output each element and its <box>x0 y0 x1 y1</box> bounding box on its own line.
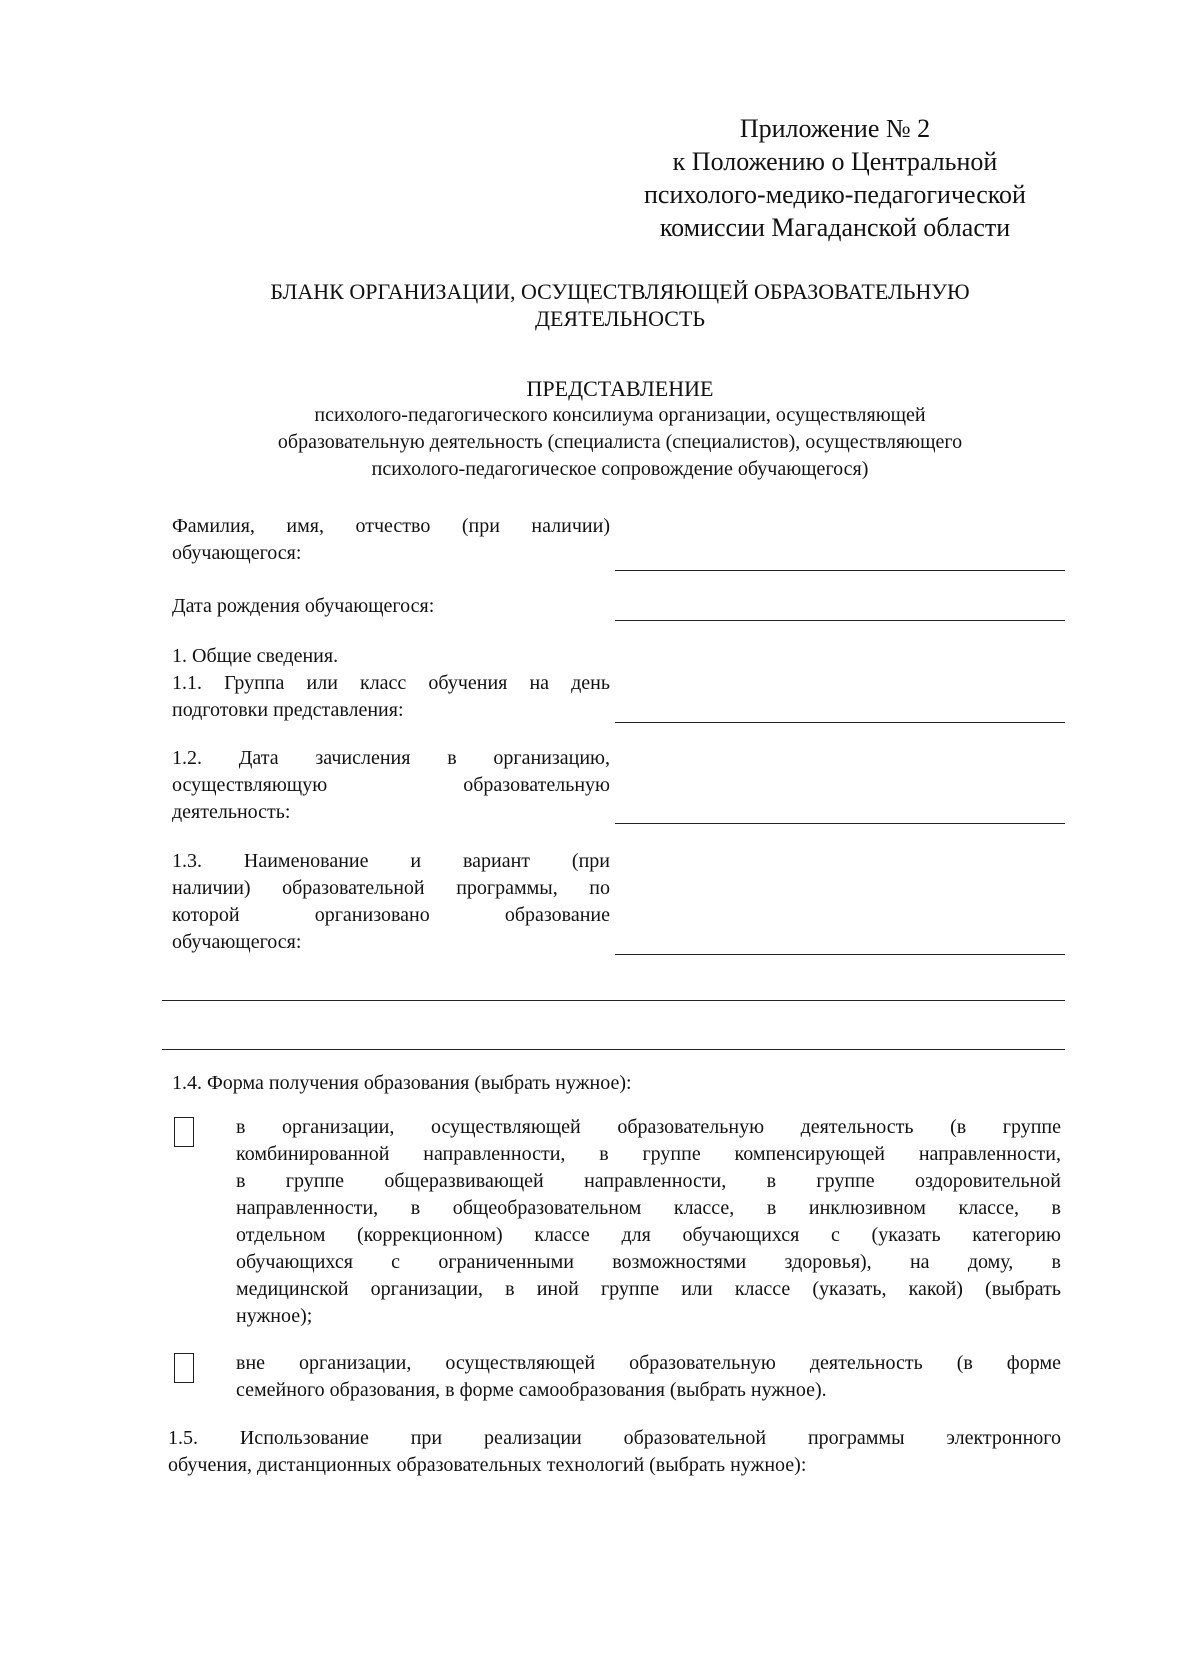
program-extra-fill-line[interactable] <box>162 1000 1065 1001</box>
program-fill-line[interactable] <box>615 954 1065 955</box>
label-line: деятельность: <box>172 801 291 823</box>
outside-organization-option-text <box>236 1350 1061 1404</box>
appendix-ref-line: комиссии Магаданской области <box>659 213 1011 242</box>
enrollment-date-label <box>172 745 610 826</box>
subtitle-line: психолого-педагогическое сопровождение обучающегося) <box>371 458 869 480</box>
label-line: которой организовано образование <box>172 904 610 926</box>
general-info-label <box>172 643 610 724</box>
option-line: направленности, в общеобразовательном классе, в инклюзивном классе, в <box>236 1197 1061 1219</box>
outside-organization-checkbox[interactable] <box>174 1353 194 1383</box>
appendix-ref-line: психолого-медико-педагогической <box>644 180 1026 209</box>
org-letterhead-title <box>160 278 1080 332</box>
enrollment-date-fill-line[interactable] <box>615 823 1065 824</box>
document-title: ПРЕДСТАВЛЕНИЕ <box>526 376 714 401</box>
birth-date-fill-line[interactable] <box>615 620 1065 621</box>
education-form-title: 1.4. Форма получения образования (выбрать нужное): <box>172 1072 632 1094</box>
option-line: вне организации, осуществляющей образовательную деятельность (в форме <box>236 1352 1061 1374</box>
option-line: медицинской организации, в иной группе или классе (указать, какой) (выбрать <box>236 1278 1061 1300</box>
label-line: обучающегося: <box>172 931 302 953</box>
subtitle-line: образовательную деятельность (специалиста (специалистов), осуществляющего <box>277 431 963 453</box>
label-line: обучающегося: <box>172 542 302 564</box>
label-line: 1.2. Дата зачисления в организацию, <box>172 747 610 769</box>
option-line: в организации, осуществляющей образовательную деятельность (в группе <box>236 1116 1061 1138</box>
org-title-line: БЛАНК ОРГАНИЗАЦИИ, ОСУЩЕСТВЛЯЮЩЕЙ ОБРАЗОВАТЕЛЬНУЮ <box>270 279 970 304</box>
section-header: 1. Общие сведения. <box>172 645 339 667</box>
option-line: отдельном (коррекционном) классе для обучающихся с (указать категорию <box>236 1224 1061 1246</box>
program-label <box>172 848 610 956</box>
label-line: Дата рождения обучающегося: <box>172 595 435 617</box>
option-line: в группе общеразвивающей направленности, в группе оздоровительной <box>236 1170 1061 1192</box>
label-line: подготовки представления: <box>172 699 404 721</box>
in-organization-option-text <box>236 1114 1061 1330</box>
org-title-line: ДЕЯТЕЛЬНОСТЬ <box>534 306 706 331</box>
option-line: обучающихся с ограниченными возможностями здоровья), на дому, в <box>236 1251 1061 1273</box>
full-name-fill-line[interactable] <box>615 570 1065 571</box>
distance-learning-paragraph <box>168 1425 1061 1479</box>
label-line: осуществляющую образовательную <box>172 774 610 796</box>
document-subtitle <box>180 402 1060 483</box>
in-organization-checkbox[interactable] <box>174 1117 194 1147</box>
group-class-fill-line[interactable] <box>615 722 1065 723</box>
paragraph-line: 1.5. Использование при реализации образовательной программы электронного <box>168 1427 1061 1449</box>
program-extra-fill-line[interactable] <box>162 1049 1065 1050</box>
paragraph-line: обучения, дистанционных образовательных технологий (выбрать нужное): <box>168 1454 807 1476</box>
birth-date-label <box>172 593 610 620</box>
label-line: 1.1. Группа или класс обучения на день <box>172 672 610 694</box>
label-line: Фамилия, имя, отчество (при наличии) <box>172 515 610 537</box>
option-line: нужное); <box>236 1305 313 1327</box>
appendix-header <box>600 112 1070 244</box>
label-line: наличии) образовательной программы, по <box>172 877 610 899</box>
option-line: семейного образования, в форме самообразования (выбрать нужное). <box>236 1379 827 1401</box>
option-line: комбинированной направленности, в группе компенсирующей направленности, <box>236 1143 1061 1165</box>
subtitle-line: психолого-педагогического консилиума организации, осуществляющей <box>314 404 926 426</box>
appendix-number: Приложение № 2 <box>739 114 931 143</box>
full-name-label <box>172 513 610 567</box>
appendix-ref-line: к Положению о Центральной <box>672 147 998 176</box>
label-line: 1.3. Наименование и вариант (при <box>172 850 610 872</box>
